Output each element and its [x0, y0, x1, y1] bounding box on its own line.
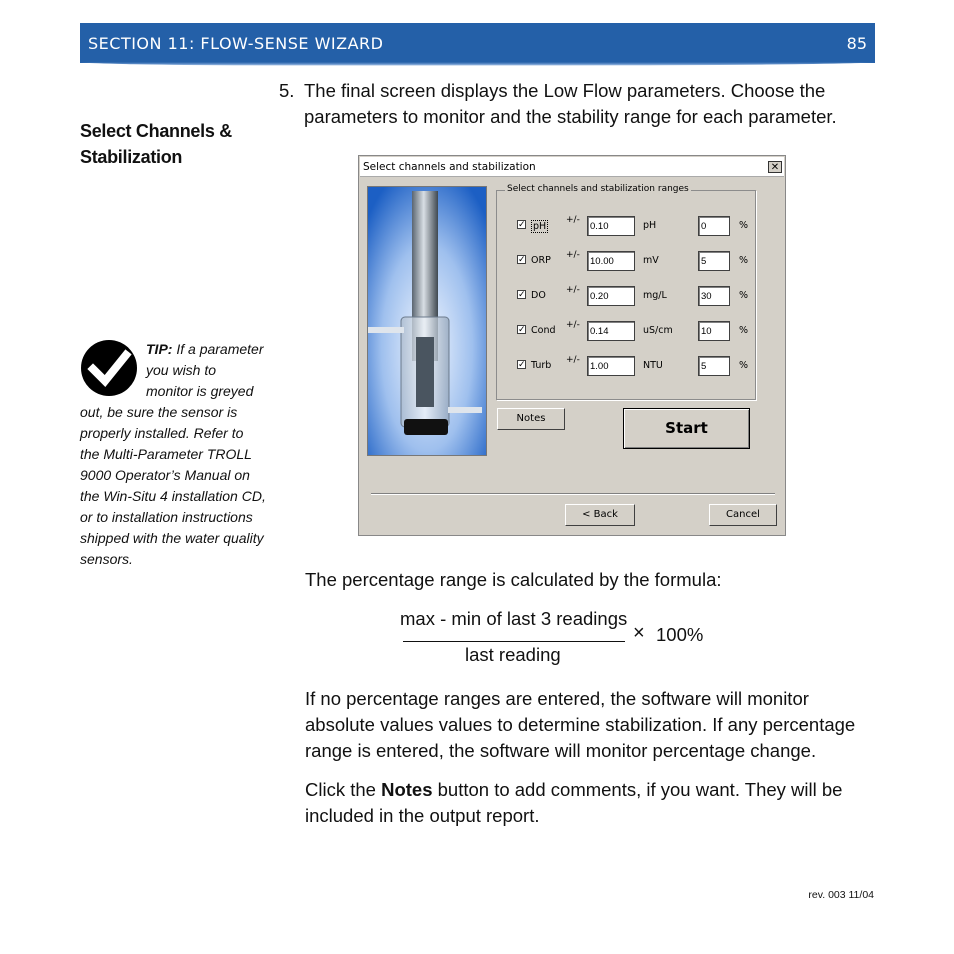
notes-button[interactable]: Notes	[497, 408, 565, 430]
tip-box	[80, 339, 266, 570]
channel-checkbox[interactable]: ✓	[518, 255, 526, 265]
percent-input[interactable]	[698, 216, 730, 236]
dialog-title-bar	[360, 157, 784, 177]
channel-name: Turb	[531, 360, 552, 371]
percent-input[interactable]	[698, 251, 730, 271]
section-title: SECTION 11: FLOW-SENSE WIZARD	[88, 34, 384, 53]
tip-label: TIP:	[146, 341, 173, 357]
unit-label: pH	[643, 220, 657, 231]
range-input[interactable]	[587, 216, 635, 236]
unit-label: mg/L	[643, 290, 667, 301]
channel-name: pH	[533, 221, 547, 232]
section-header-bar	[80, 23, 875, 63]
percent-input[interactable]	[698, 356, 730, 376]
range-input[interactable]	[587, 251, 635, 271]
cancel-button[interactable]: Cancel	[709, 504, 777, 526]
formula-denominator: last reading	[465, 644, 561, 665]
percent-label: %	[739, 290, 749, 301]
back-button[interactable]: < Back	[565, 504, 635, 526]
range-input[interactable]	[587, 321, 635, 341]
plus-minus-label: +/-	[566, 320, 580, 330]
multiply-sign: ×	[633, 622, 645, 644]
plus-minus-label: +/-	[566, 250, 580, 260]
step-5	[279, 78, 869, 130]
plus-minus-label: +/-	[566, 215, 580, 225]
channel-checkbox[interactable]: ✓	[518, 290, 526, 300]
tip-body: If a parameter you wish to monitor is greyed out, be sure the sensor is properly installed. Refer to the Multi-Parameter TROLL 9000 Operator’s Manual on the Win-Situ 4 installation CD, or to installation instructions shipped with the water quality sensors.	[80, 341, 266, 567]
close-icon[interactable]: ✕	[768, 161, 782, 173]
dialog-divider	[371, 493, 775, 495]
step-text: The final screen displays the Low Flow parameters. Choose the parameters to monitor and the stability range for each parameter.	[304, 80, 837, 127]
range-input[interactable]	[587, 356, 635, 376]
percent-label: %	[739, 325, 749, 336]
percentage-formula	[398, 608, 718, 678]
dialog-title: Select channels and stabilization	[363, 161, 536, 173]
checkmark-icon	[80, 339, 138, 397]
formula-numerator: max - min of last 3 readings	[400, 608, 628, 629]
paragraph-absolute-values: If no percentage ranges are entered, the software will monitor absolute values values to determine stabilization. If any percentage range is entered, the software will monitor percentage change.	[305, 688, 856, 761]
plus-minus-label: +/-	[566, 355, 580, 365]
channels-group	[496, 184, 756, 400]
percent-label: %	[739, 360, 749, 371]
channel-checkbox[interactable]: ✓	[518, 220, 526, 230]
percent-input[interactable]	[698, 321, 730, 341]
channel-checkbox[interactable]: ✓	[518, 325, 526, 335]
channel-name: Cond	[531, 325, 556, 336]
paragraph-notes	[305, 777, 880, 829]
channels-dialog	[358, 155, 786, 536]
group-label: Select channels and stabilization ranges	[507, 184, 689, 194]
formula-factor: 100%	[656, 624, 704, 645]
step-number: 5.	[279, 80, 295, 101]
notes-para-bold: Notes	[381, 779, 433, 800]
start-button[interactable]: Start	[623, 408, 750, 449]
range-input[interactable]	[587, 286, 635, 306]
percent-label: %	[739, 255, 749, 266]
notes-para-before: Click the	[305, 779, 382, 800]
tip-icon-space	[80, 339, 146, 401]
probe-image	[367, 186, 487, 456]
channel-name: ORP	[531, 255, 551, 266]
channel-checkbox[interactable]: ✓	[518, 360, 526, 370]
unit-label: mV	[643, 255, 659, 266]
fraction-bar	[403, 641, 625, 642]
percent-label: %	[739, 220, 749, 231]
probe-illustration	[368, 187, 486, 455]
percent-input[interactable]	[698, 286, 730, 306]
plus-minus-label: +/-	[566, 285, 580, 295]
side-heading: Select Channels & Stabilization	[80, 121, 232, 167]
revision-footer: rev. 003 11/04	[808, 889, 874, 901]
notes-para-after: button to add comments, if you want. They will be included in the output report.	[305, 779, 843, 826]
unit-label: uS/cm	[643, 325, 673, 336]
channel-name: DO	[531, 290, 546, 301]
page-number: 85	[846, 34, 867, 53]
unit-label: NTU	[643, 360, 663, 371]
formula-intro: The percentage range is calculated by the formula:	[305, 569, 722, 590]
